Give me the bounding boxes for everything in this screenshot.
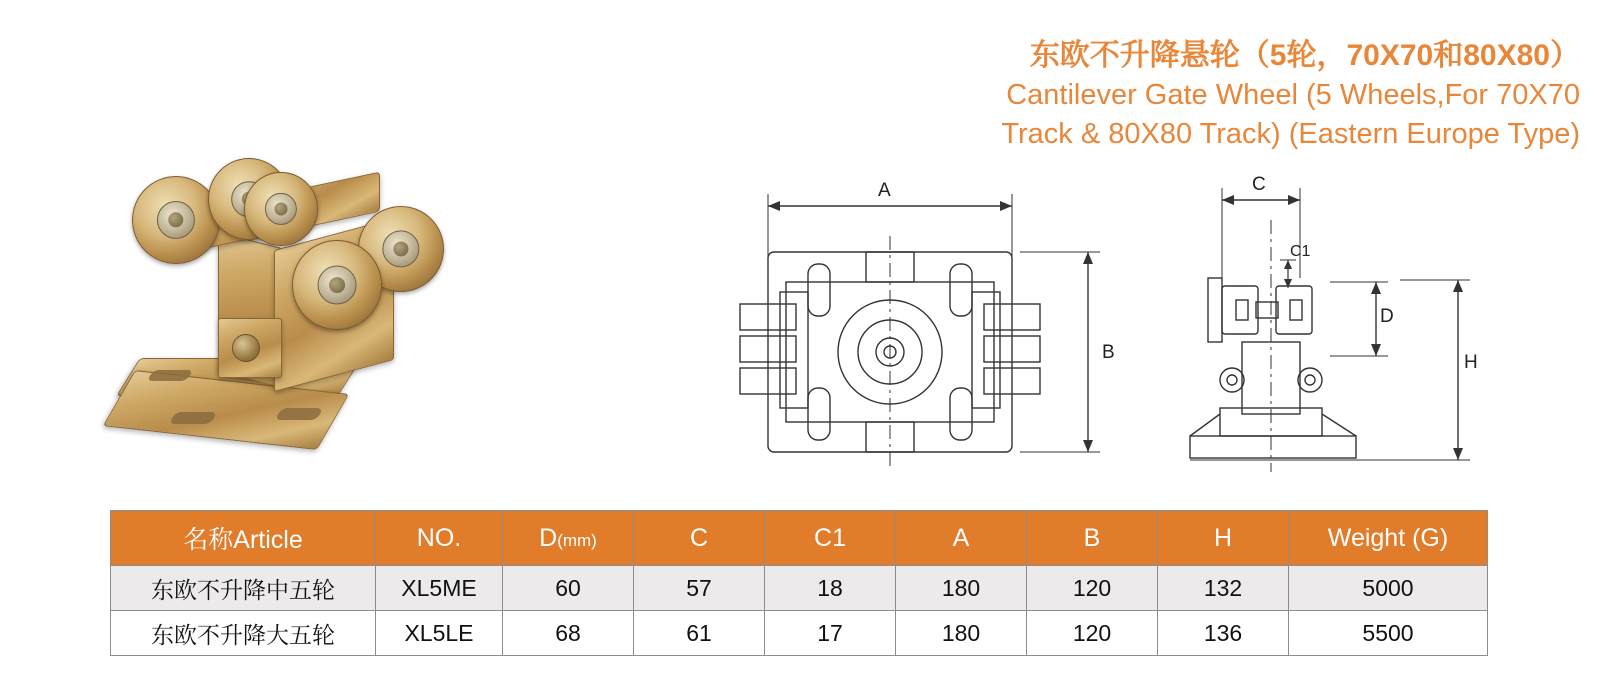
header-weight: Weight (G) [1289, 511, 1488, 566]
cell-b: 120 [1027, 611, 1158, 656]
cell-weight: 5500 [1289, 611, 1488, 656]
wheel-rear-left [132, 176, 220, 264]
table-header [111, 511, 1488, 566]
wheel-bolt [329, 277, 345, 293]
product-photo [110, 130, 510, 480]
cell-b: 120 [1027, 566, 1158, 611]
cell-d: 68 [503, 611, 634, 656]
side-view-drawing [1180, 160, 1560, 490]
dimension-label-a: A [878, 180, 891, 201]
header-c: C [634, 511, 765, 566]
header-a: A [896, 511, 1027, 566]
cell-no: XL5LE [376, 611, 503, 656]
wheel-bolt [275, 203, 288, 216]
header-d-unit: (mm) [557, 530, 597, 550]
table-header-row [111, 511, 1488, 566]
cell-c1: 18 [765, 566, 896, 611]
dimension-label-h: H [1464, 352, 1478, 373]
cell-a: 180 [896, 611, 1027, 656]
header-article: 名称Article [111, 511, 376, 566]
cell-article: 东欧不升降大五轮 [111, 611, 376, 656]
header-h: H [1158, 511, 1289, 566]
front-view-svg [720, 160, 1150, 490]
cell-c: 61 [634, 611, 765, 656]
dimension-label-b: B [1102, 342, 1115, 363]
title-block [760, 36, 1580, 154]
side-view-svg [1180, 160, 1560, 490]
cell-article: 东欧不升降中五轮 [111, 566, 376, 611]
cell-h: 132 [1158, 566, 1289, 611]
cell-c1: 17 [765, 611, 896, 656]
cell-weight: 5000 [1289, 566, 1488, 611]
header-b: B [1027, 511, 1158, 566]
header-d-label: D [539, 523, 558, 552]
title-chinese: 东欧不升降悬轮（5轮，70X70和80X80） [1029, 39, 1580, 72]
cell-c: 57 [634, 566, 765, 611]
dimension-label-c: C [1252, 174, 1266, 195]
header-d [503, 511, 634, 566]
specification-table [110, 510, 1488, 656]
cell-d: 60 [503, 566, 634, 611]
title-english-line2: Track & 80X80 Track) (Eastern Europe Type) [1001, 118, 1580, 150]
header-c1: C1 [765, 511, 896, 566]
table-row [111, 611, 1488, 656]
cell-a: 180 [896, 566, 1027, 611]
adjusting-bolt [232, 334, 260, 362]
title-english-line1: Cantilever Gate Wheel (5 Wheels,For 70X70 [1006, 79, 1580, 111]
dimension-label-d: D [1380, 306, 1394, 327]
front-view-drawing [720, 160, 1150, 490]
wheel-front-left [292, 240, 382, 330]
header-no: NO. [376, 511, 503, 566]
table-body [111, 566, 1488, 656]
dimension-label-c1: C1 [1290, 243, 1311, 260]
wheel-center-top [244, 172, 318, 246]
cell-h: 136 [1158, 611, 1289, 656]
table-row [111, 566, 1488, 611]
cell-no: XL5ME [376, 566, 503, 611]
